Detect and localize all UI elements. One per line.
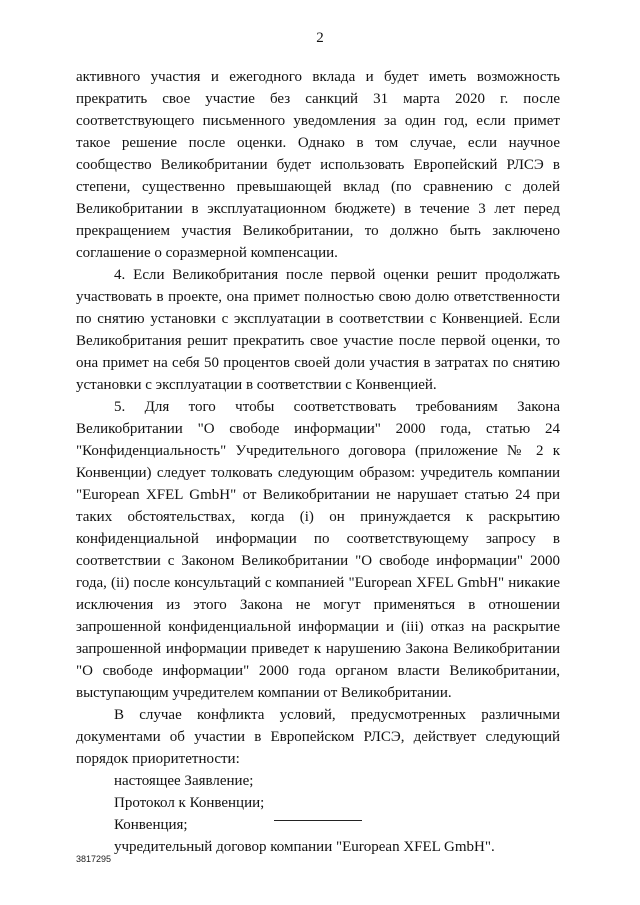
priority-list (76, 770, 560, 858)
document-code: 3817295 (76, 854, 112, 864)
list-item: Конвенция; (114, 817, 188, 833)
paragraph-continuation: активного участия и ежегодного вклада и будет иметь возможность прекратить свое участие без санкций 31 марта 2020 г. после соответствующего письменного уведомления за один год, если примет такое решение после оценки. Однако в том случае, если научное сообщество Великобритании будет использовать Европейский РЛСЭ в степени, существенно превышающей вклад (по сравнению с долей Великобритании в эксплуатационном бюджете) в течение 3 лет перед прекращением участия Великобритании, то должно быть заключено соглашение о соразмерной компенсации. (76, 69, 560, 261)
page-number: 2 (316, 30, 324, 46)
paragraph-priority-order: В случае конфликта условий, предусмотренных различными документами об участии в Европейском РЛСЭ, действует следующий порядок приоритетности: (76, 707, 560, 767)
paragraph-item-5: 5. Для того чтобы соответствовать требованиям Закона Великобритании "О свободе информации" 2000 года, статью 24 "Конфиденциальность" Учредительного договора (приложение № 2 к Конвенции) следует толковать следующим образом: учредитель компании "European XFEL GmbH" от Великобритании не нарушает статью 24 при таких обстоятельствах, когда (i) он принуждается к раскрытию конфиденциальной информации по соответствующему запросу в соответствии с Законом Великобритании "О свободе информации" 2000 года, (ii) после консультаций с компанией "European XFEL GmbH" никакие исключения из этого Закона не могут применяться в отношении запрошенной конфиденциальной информации и (iii) отказ на раскрытие запрошенной информации приведет к нарушению Закона Великобритании "О свободе информации" 2000 года органом власти Великобритании, выступающим учредителем компании от Великобритании. (76, 399, 560, 701)
list-item: учредительный договор компании "European XFEL GmbH". (114, 839, 495, 855)
end-rule (274, 820, 362, 821)
list-item: Протокол к Конвенции; (114, 795, 265, 811)
paragraph-item-4: 4. Если Великобритания после первой оценки решит продолжать участвовать в проекте, она примет полностью свою долю ответственности по снятию установки с эксплуатации в соответствии с Конвенцией. Если Великобритания решит прекратить свое участие после первой оценки, то она примет на себя 50 процентов своей доли участия в затратах по снятию установки с эксплуатации в соответствии с Конвенцией. (76, 267, 560, 393)
document-body (76, 66, 560, 858)
list-item: настоящее Заявление; (114, 773, 254, 789)
